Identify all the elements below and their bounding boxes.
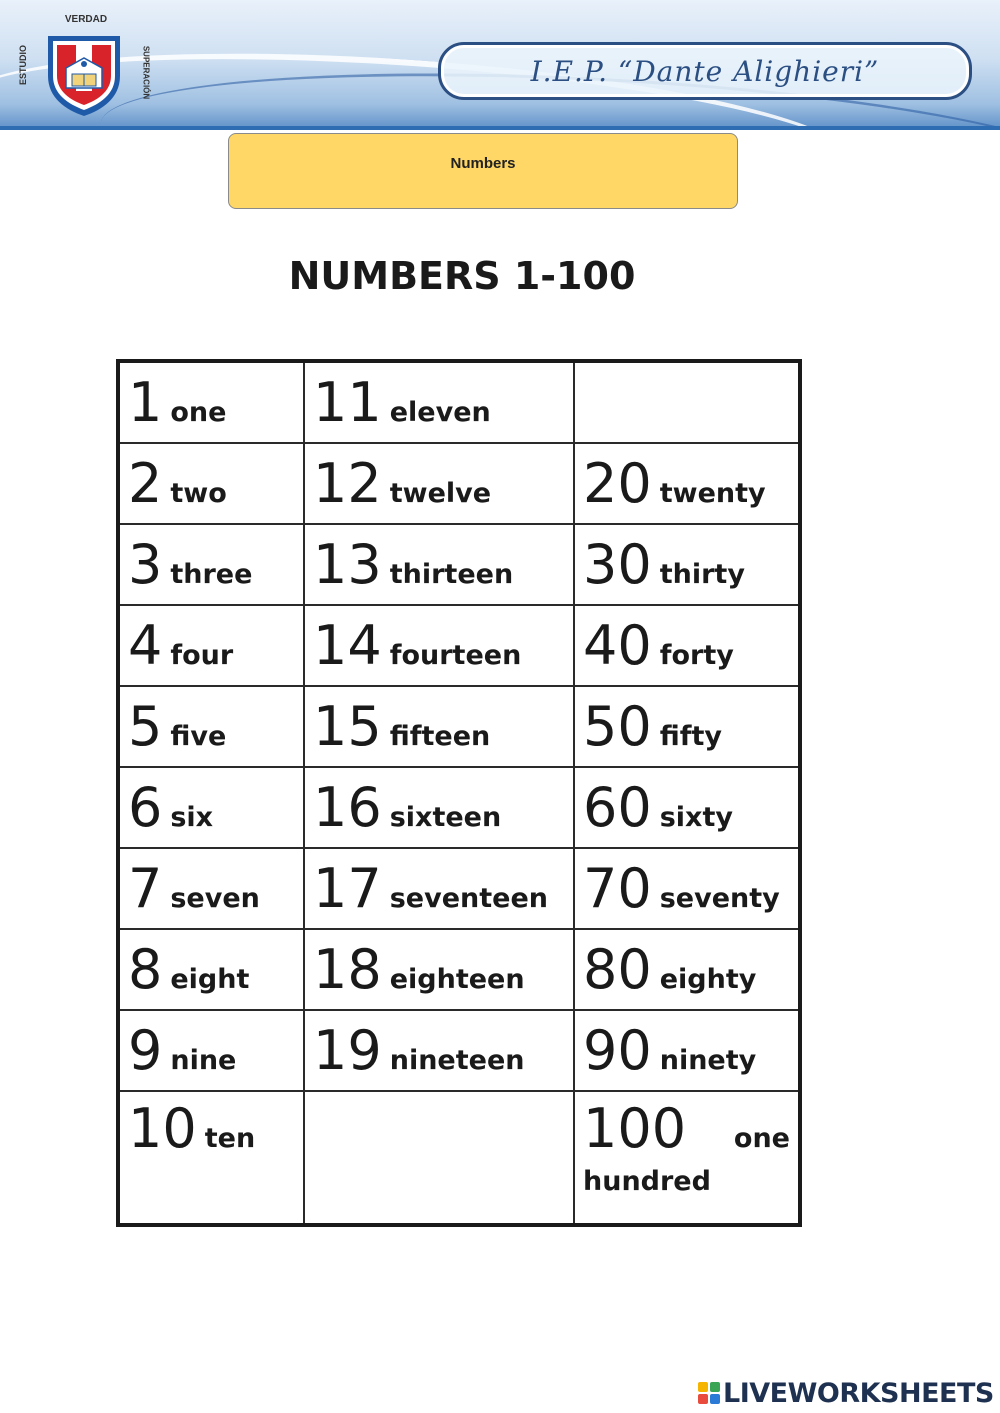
liveworksheets-logo xyxy=(698,1376,994,1410)
liveworksheets-brand: LIVEWORKSHEETS xyxy=(723,1377,994,1409)
number-digit: 9 xyxy=(128,1018,163,1082)
number-digit: 2 xyxy=(128,451,163,515)
number-word: sixteen xyxy=(389,801,502,833)
number-cell xyxy=(574,848,800,929)
numbers-table xyxy=(116,359,802,1227)
liveworksheets-mark-icon xyxy=(698,1382,720,1404)
number-word: twenty xyxy=(659,477,766,509)
number-cell xyxy=(304,929,574,1010)
number-word: eighteen xyxy=(389,963,525,995)
number-cell xyxy=(118,929,304,1010)
number-digit: 5 xyxy=(128,694,163,758)
number-word: eleven xyxy=(389,396,491,428)
number-digit: 70 xyxy=(583,856,652,920)
header-banner xyxy=(0,0,1000,130)
number-word: ninety xyxy=(659,1044,757,1076)
number-cell xyxy=(118,848,304,929)
table-row xyxy=(118,361,800,443)
number-cell xyxy=(304,524,574,605)
number-cell xyxy=(304,1091,574,1225)
mark-square xyxy=(710,1394,720,1404)
number-word: fifty xyxy=(659,720,722,752)
crest-motto-top: VERDAD xyxy=(64,14,108,25)
number-cell xyxy=(574,443,800,524)
number-digit: 17 xyxy=(313,856,382,920)
number-digit: 30 xyxy=(583,532,652,596)
school-name: I.E.P. “Dante Alighieri” xyxy=(530,54,880,88)
number-word: two xyxy=(170,477,227,509)
number-digit: 18 xyxy=(313,937,382,1001)
number-digit: 19 xyxy=(313,1018,382,1082)
number-digit: 20 xyxy=(583,451,652,515)
number-digit: 6 xyxy=(128,775,163,839)
school-crest-logo xyxy=(14,12,150,120)
number-cell xyxy=(118,686,304,767)
crest-motto-left: ESTUDIO xyxy=(18,45,28,86)
number-word: five xyxy=(170,720,227,752)
number-cell xyxy=(574,1010,800,1091)
worksheet-title: NUMBERS 1-100 xyxy=(288,254,636,298)
number-word: forty xyxy=(659,639,734,671)
number-cell xyxy=(118,605,304,686)
school-name-badge xyxy=(438,42,972,100)
number-cell xyxy=(304,848,574,929)
number-cell xyxy=(304,686,574,767)
number-word: thirty xyxy=(659,558,745,590)
mark-square xyxy=(698,1394,708,1404)
number-cell xyxy=(574,767,800,848)
number-cell xyxy=(304,361,574,443)
number-digit: 1 xyxy=(128,370,163,434)
number-cell xyxy=(118,361,304,443)
table-row xyxy=(118,848,800,929)
number-digit: 40 xyxy=(583,613,652,677)
table-row xyxy=(118,524,800,605)
number-cell xyxy=(574,1091,800,1225)
table-row xyxy=(118,1091,800,1225)
number-word: eighty xyxy=(659,963,757,995)
table-row xyxy=(118,1010,800,1091)
banner-border xyxy=(0,126,1000,130)
number-cell xyxy=(574,361,800,443)
number-word: thirteen xyxy=(389,558,514,590)
number-word: one xyxy=(170,396,227,428)
number-word: one xyxy=(733,1123,790,1154)
table-row xyxy=(118,605,800,686)
number-cell xyxy=(118,1091,304,1225)
number-cell xyxy=(118,443,304,524)
number-cell xyxy=(304,443,574,524)
number-cell xyxy=(574,686,800,767)
number-word: eight xyxy=(170,963,250,995)
number-word: four xyxy=(170,639,234,671)
number-digit: 90 xyxy=(583,1018,652,1082)
mark-square xyxy=(698,1382,708,1392)
table-row xyxy=(118,767,800,848)
number-digit: 8 xyxy=(128,937,163,1001)
number-digit: 13 xyxy=(313,532,382,596)
crest-shield-icon xyxy=(44,30,124,118)
number-cell xyxy=(118,767,304,848)
number-digit: 16 xyxy=(313,775,382,839)
number-word: fourteen xyxy=(389,639,522,671)
number-word: ten xyxy=(204,1123,256,1154)
number-digit: 7 xyxy=(128,856,163,920)
number-digit: 3 xyxy=(128,532,163,596)
topic-label-box xyxy=(228,133,738,209)
number-digit: 10 xyxy=(128,1097,197,1160)
number-word: fifteen xyxy=(389,720,491,752)
number-cell xyxy=(304,767,574,848)
number-word: seventy xyxy=(659,882,780,914)
number-word: sixty xyxy=(659,801,733,833)
table-row xyxy=(118,929,800,1010)
table-row xyxy=(118,443,800,524)
number-cell xyxy=(118,524,304,605)
number-word: six xyxy=(170,801,214,833)
number-digit: 50 xyxy=(583,694,652,758)
number-cell xyxy=(574,605,800,686)
number-digit: 60 xyxy=(583,775,652,839)
topic-label: Numbers xyxy=(450,155,516,172)
table-row xyxy=(118,686,800,767)
number-digit: 4 xyxy=(128,613,163,677)
number-cell xyxy=(574,929,800,1010)
number-cell xyxy=(304,1010,574,1091)
number-cell xyxy=(118,1010,304,1091)
number-word: nineteen xyxy=(389,1044,525,1076)
number-word: hundred xyxy=(583,1166,711,1197)
number-word: three xyxy=(170,558,253,590)
number-word: twelve xyxy=(389,477,492,509)
number-word: nine xyxy=(170,1044,237,1076)
number-cell xyxy=(574,524,800,605)
mark-square xyxy=(710,1382,720,1392)
number-digit: 14 xyxy=(313,613,382,677)
number-word: seven xyxy=(170,882,260,914)
number-cell xyxy=(304,605,574,686)
number-digit: 80 xyxy=(583,937,652,1001)
crest-motto-right: SUPERACIÓN xyxy=(141,45,151,100)
number-digit: 100 xyxy=(583,1097,687,1160)
number-digit: 11 xyxy=(313,370,382,434)
number-word: seventeen xyxy=(389,882,548,914)
number-digit: 12 xyxy=(313,451,382,515)
number-digit: 15 xyxy=(313,694,382,758)
